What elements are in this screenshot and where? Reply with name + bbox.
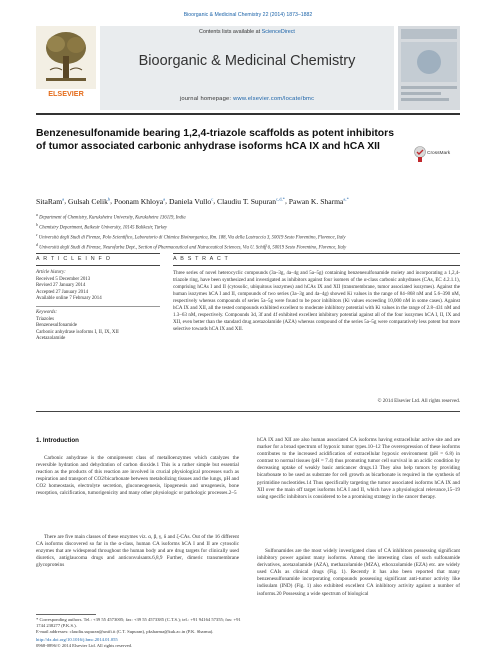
- keyword: Carbonic anhydrase isoforms I, II, IX, XII: [36, 329, 119, 335]
- sciencedirect-link[interactable]: ScienceDirect: [261, 29, 295, 35]
- article-info-rule-bottom: [36, 265, 160, 266]
- introduction-paragraph: Sulfonamides are the most widely investigated class of CA inhibitors possessing significant inhibitory power against many isoforms. Among the interesting class of such sulfonamide derivatives, acetazolamide (AZA), methazolamide (MZA), ethoxzolamide (EZA) etc. are widely used CAIs as clinical drugs (Fig. 1). Recently it has also been reported that many benzenesulfonamide incorporating compounds possessing significant anti-tumor activity like indisulam (IND) (Fig. 1) also exhibited excellent CA inhibitory activity against a number of isoforms.20 Possessing a wide spectrum of biological: [257, 548, 460, 597]
- contents-availability: [100, 29, 394, 35]
- keyword: Acetazolamide: [36, 336, 66, 342]
- article-history-label: Article history:: [36, 270, 66, 275]
- abstract-heading: A B S T R A C T: [173, 256, 230, 262]
- publisher-name: ELSEVIER: [48, 89, 84, 98]
- homepage-link[interactable]: www.elsevier.com/locate/bmc: [233, 96, 315, 102]
- journal-header: [36, 26, 460, 111]
- affiliation: $^c$ Università degli Studi di Firenze, Polo Scientifico, Laboratorio di Chimica Bioinorganica, Rm. 188, Via della Lastruccia 3, 50019 Sesto Fiorentino, Florence, Italy: [36, 233, 346, 241]
- author[interactable]: Gulsah Celik$^b$: [68, 196, 111, 206]
- journal-title: Bioorganic & Medicinal Chemistry: [138, 53, 356, 69]
- homepage-prefix: journal homepage:: [179, 96, 234, 102]
- issn-copyright: 0968-0896/© 2014 Elsevier Ltd. All rights reserved.: [36, 643, 133, 649]
- article-info-rule-top: [36, 253, 160, 254]
- introduction-heading: 1. Introduction: [36, 437, 79, 444]
- history-entry: Revised 27 January 2014: [36, 283, 86, 289]
- author[interactable]: Daniela Vullo$^c$: [168, 196, 214, 206]
- article-title: Benzenesulfonamide bearing 1,2,4-triazole scaffolds as potent inhibitors of tumor associated carbonic anhydrase isoforms hCA IX and hCA XII: [36, 128, 394, 153]
- crossmark-icon: [414, 146, 426, 162]
- contents-prefix: Contents lists available at: [199, 29, 262, 35]
- affiliation: $^a$ Department of Chemistry, Kurukshetra University, Kurukshetra 136119, India: [36, 213, 186, 221]
- introduction-paragraph: There are five main classes of these enzymes viz. α, β, γ, δ and ζ-CAs. Out of the 16 different CA isoforms discovered so far in the α-class, human CA isoforms hCA I and II are cytosolic enzymes that are widespread throughout the human body and are drug targets for clinically used diuretics, antiglaucoma drugs and anticonvulsants.6,8,9 Further, dimeric transmembrane glycoproteins: [36, 534, 239, 569]
- article-info: [36, 270, 146, 343]
- introduction-paragraph: hCA IX and XII are also human associated CA isoforms having extracellular active site and are marker for a broad spectrum of hypoxic tumor types.10–12 The overexpression of these isoforms contributes to the increased acidification of extracellular hypoxic environment (pH = 6.8) in contrast to normal tissues (pH = 7.4) thus promoting tumor cell survival in an acidic condition by decreasing uptake of weakly basic anticancer drugs.13 They also help tumors by providing bicarbonate to be used as substrate for cell growth as bicarbonate is required in the synthesis of pyrimidine nucleotides.14 Thus specifically targeting the tumor associated isoforms hCA IX and XII over the main off target isoforms hCA I and II, which have a physiological relevance,15–19 using specific inhibitors is considered to be a promising strategy in the cancer therapy.: [257, 437, 460, 500]
- keywords-label: Keywords:: [36, 309, 58, 315]
- author[interactable]: SitaRam$^a$: [36, 196, 65, 206]
- history-entry: Received 5 December 2013: [36, 276, 91, 282]
- article-info-divider: [36, 306, 160, 307]
- crossmark-badge[interactable]: [414, 145, 460, 165]
- doi-link[interactable]: http://dx.doi.org/10.1016/j.bmc.2014.01.055: [36, 637, 118, 642]
- abstract-body: Three series of novel heterocyclic compounds (3a–3g, 4a–4g and 5a–5g) containing benzenesulfonamide moiety and incorporating a 1,2,4-triazole ring, have been synthesized and investigated as inhibitors against four isomers of the α-class carbonic anhydrases (CAs, EC 4.2.1.1), comprising hCAs I and II (cytosolic, ubiquitous isozymes) and hCAs IX and XII (transmembrane, tumor associated isozymes). Against the human isozymes hCA I and II, compounds of two series (3a–3g and 4a–4g) showed Ki values in the range of 84–868 nM and 5.6–390 nM, respectively whereas compounds of series 5a–5g were found to be poor inhibitors (Ki values exceeding 10,000 nM in some cases). Against hCA IX and XII, all the tested compounds exhibited excellent to moderate inhibitory potential with Ki values in the range of 2.8–431 nM and 1.3–63 nM, respectively. Compounds 3d, 3f and 4f exhibited excellent inhibitory potential against all of the four isozymes hCA I, II, IX and XII, even better than the standard drug acetazolamide (AZA) whereas compound of the series 5a–5g were comparatively less potent but more selective towards hCA IX and XII.: [173, 270, 460, 332]
- crossmark-label: CrossMark: [427, 151, 451, 156]
- author[interactable]: Claudiu T. Supuran$^{c,d,*}$: [217, 196, 285, 206]
- author-list: SitaRam$^a$, Gulsah Celik$^b$, Poonam Khloya$^a$, Daniela Vullo$^c$, Claudiu T. Supuran$^{c,d,*}$, Pawan K. Sharma$^{a,*}$: [36, 196, 349, 206]
- author[interactable]: Pawan K. Sharma$^{a,*}$: [288, 196, 349, 206]
- affiliation: $^b$ Chemistry Department, Baikesir University, 10145 Balikesir, Turkey: [36, 223, 168, 231]
- journal-banner: [100, 26, 394, 110]
- corresponding-author-note: * Corresponding authors. Tel.: +39 55 4573005; fax: +39 55 4573385 (C.T.S.); tel.: +91 94164 57355; fax: +91 1744 238277 (P.K.S.).: [36, 617, 241, 629]
- email-note: E-mail addresses: claudiu.supuran@unifi.it (C.T. Supuran), pksharma@kuk.ac.in (P.K. Sharma).: [36, 629, 214, 635]
- affiliation: $^d$ Università degli Studi di Firenze, Neurofarba Dept., Section of Pharmaceutical and Nutraceutical Sciences, Via U. Schiff 6, 50019 Sesto Fiorentino, Florence, Italy: [36, 243, 347, 252]
- doi-block: [36, 637, 246, 649]
- abstract-copyright: © 2014 Elsevier Ltd. All rights reserved.: [377, 398, 460, 404]
- elsevier-tree-logo[interactable]: [36, 26, 96, 89]
- history-entry: Available online 7 February 2014: [36, 296, 102, 302]
- article-info-heading: A R T I C L E I N F O: [36, 256, 112, 262]
- affiliation-list: [36, 212, 460, 253]
- journal-homepage: [100, 96, 394, 102]
- footnotes: [36, 617, 241, 636]
- abstract-rule-bottom: [173, 265, 460, 266]
- footnote-rule: [36, 614, 96, 615]
- keyword: Triazoles: [36, 316, 55, 322]
- author[interactable]: Poonam Khloya$^a$: [113, 196, 166, 206]
- abstract-rule-top: [173, 253, 460, 254]
- introduction-paragraph: Carbonic anhydrase is the omnipresent class of metalloenzymes which catalyzes the reversible hydration and dehydration of carbon dioxide.1 This is a rather simple but essential reaction as the products of this reaction are involved in crucial physiological processes such as respiration and transport of CO2/bicarbonate between metabolizing tissues and the lungs, pH and CO2 homeostasis, electrolyte secretion, gluconeogenesis, lipogenesis and ureagenesis, bone resorption, calcification, tumorigenicity and many other physiologic or pathologic processes.2–5: [36, 455, 239, 497]
- journal-cover-thumbnail[interactable]: [398, 26, 460, 110]
- keyword: Benzenesulfonamide: [36, 323, 78, 329]
- history-entry: Accepted 27 January 2014: [36, 289, 89, 295]
- abstract-end-rule: [36, 411, 460, 412]
- journal-citation[interactable]: Bioorganic & Medicinal Chemistry 22 (2014) 1873–1882: [183, 12, 313, 18]
- header-divider: [36, 113, 460, 115]
